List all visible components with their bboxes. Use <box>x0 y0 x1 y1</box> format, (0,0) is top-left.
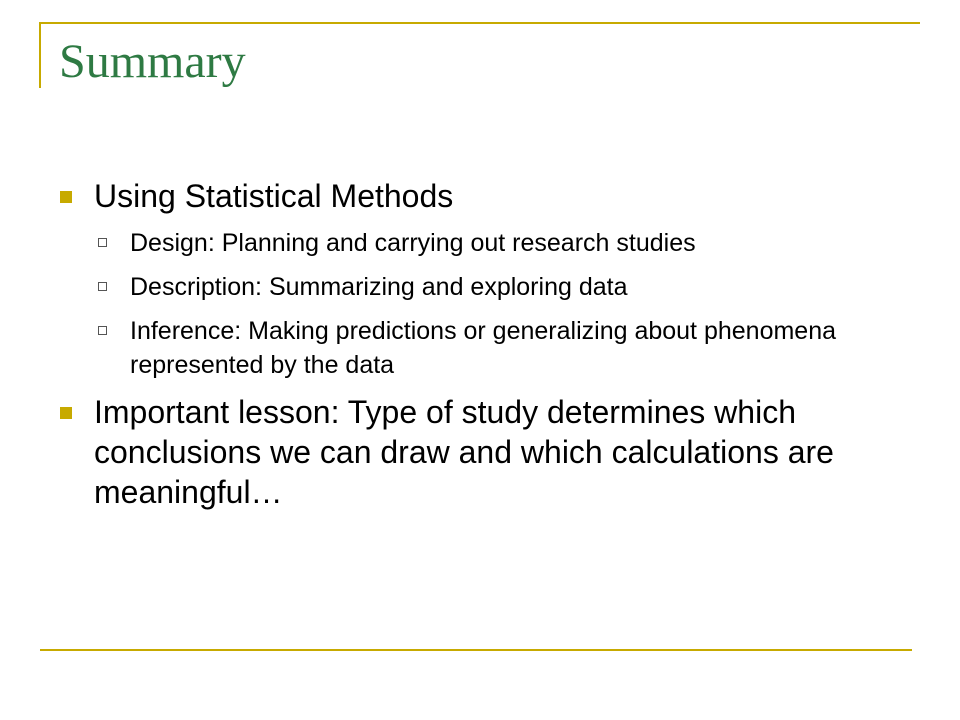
hollow-square-bullet-icon <box>98 326 107 335</box>
bullet-using-statistical-methods <box>60 176 860 216</box>
sub-bullet-text: Design: Planning and carrying out research studies <box>130 229 696 257</box>
bullet-important-lesson <box>60 392 860 512</box>
sub-bullet-list <box>60 226 860 382</box>
slide-title: Summary <box>59 35 246 88</box>
slide-left-rule <box>39 22 41 88</box>
sub-bullet-design <box>60 226 860 260</box>
slide-top-rule <box>39 22 920 24</box>
square-bullet-icon <box>60 191 72 203</box>
slide-content <box>60 176 860 522</box>
sub-bullet-text: Description: Summarizing and exploring data <box>130 273 628 301</box>
slide-bottom-rule <box>40 649 912 651</box>
sub-bullet-text: Inference: Making predictions or generalizing about phenomena represented by the data <box>130 317 837 379</box>
sub-bullet-inference <box>60 314 860 382</box>
hollow-square-bullet-icon <box>98 282 107 291</box>
hollow-square-bullet-icon <box>98 238 107 247</box>
bullet-text: Using Statistical Methods <box>94 178 454 214</box>
square-bullet-icon <box>60 407 72 419</box>
sub-bullet-description <box>60 270 860 304</box>
bullet-text: Important lesson: Type of study determines which conclusions we can draw and which calculations are meaningful… <box>94 394 834 510</box>
